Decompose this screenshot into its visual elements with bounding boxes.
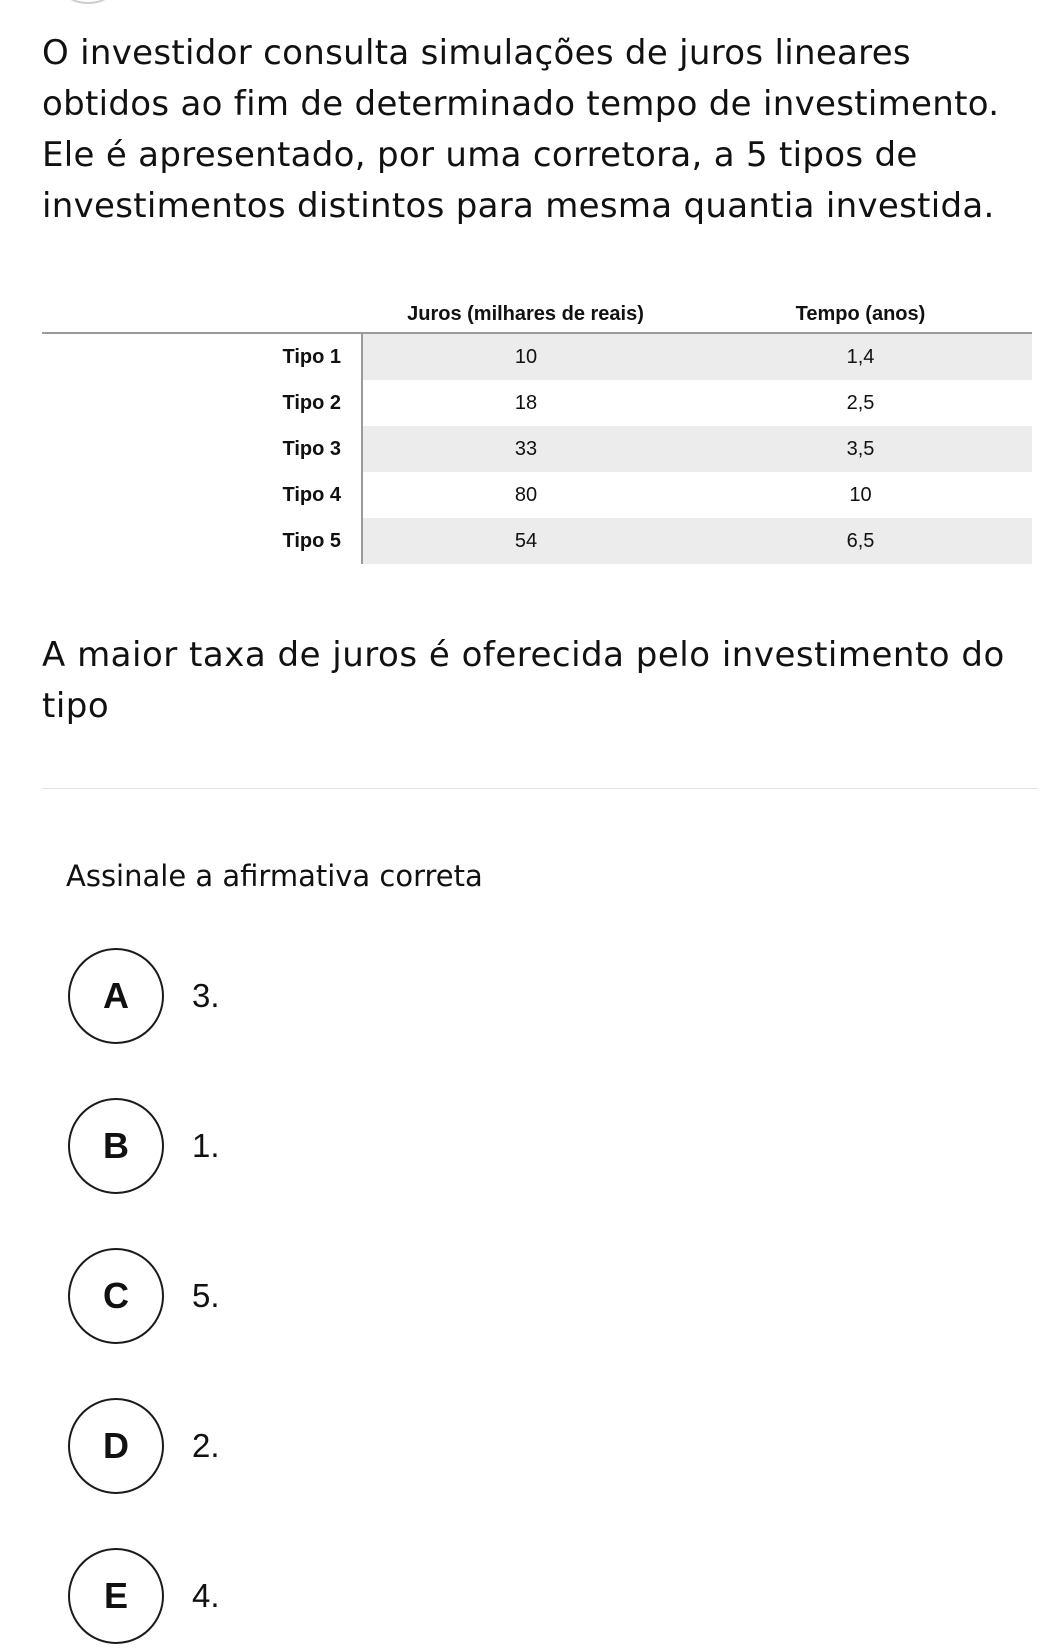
- option-a[interactable]: [68, 948, 368, 1048]
- option-text[interactable]: 1.: [192, 1127, 220, 1164]
- juros-cell: 80: [514, 483, 538, 506]
- juros-cell: 33: [362, 426, 689, 472]
- option-letter-circle[interactable]: D: [68, 1398, 164, 1494]
- table-row: [42, 380, 1032, 426]
- tempo-cell: 6,5: [689, 518, 1032, 564]
- option-text[interactable]: 3.: [192, 977, 220, 1014]
- table-header-row: [42, 296, 1032, 333]
- option-text[interactable]: 5.: [192, 1277, 220, 1314]
- table-row: [42, 518, 1032, 564]
- option-b[interactable]: [68, 1098, 368, 1198]
- option-d[interactable]: [68, 1398, 368, 1498]
- tempo-cell: 3,5: [689, 426, 1032, 472]
- table-row: [42, 426, 1032, 472]
- tempo-cell: 1,4: [689, 333, 1032, 380]
- option-text[interactable]: 2.: [192, 1427, 220, 1464]
- option-letter-circle[interactable]: A: [68, 948, 164, 1044]
- option-c[interactable]: [68, 1248, 368, 1348]
- divider: [42, 788, 1038, 789]
- table-row: [42, 472, 1032, 518]
- table-row: [42, 333, 1032, 380]
- investment-table: [42, 296, 1032, 564]
- row-label: Tipo 5: [42, 518, 362, 564]
- option-e[interactable]: [68, 1548, 368, 1648]
- juros-cell: 10: [362, 333, 689, 380]
- row-label: Tipo 3: [42, 426, 362, 472]
- juros-cell: 54: [362, 518, 689, 564]
- row-label: Tipo 4: [42, 472, 362, 518]
- tempo-cell: 10: [849, 483, 872, 506]
- juros-cell: 18: [514, 391, 538, 414]
- option-text[interactable]: 4.: [192, 1577, 220, 1614]
- option-letter-circle[interactable]: C: [68, 1248, 164, 1344]
- investment-table-image: [42, 296, 1032, 564]
- table-header-juros: Juros (milhares de reais): [362, 296, 689, 333]
- option-letter-circle[interactable]: E: [68, 1548, 164, 1644]
- row-label: Tipo 1: [42, 333, 362, 380]
- question-statement: O investidor consulta simulações de juros lineares obtidos ao fim de determinado tempo de investimento. Ele é apresentado, por uma corretora, a 5 tipos de investimentos distintos para mesma quantia investida.: [42, 33, 1000, 226]
- tempo-cell: 2,5: [846, 391, 875, 414]
- option-letter-circle[interactable]: B: [68, 1098, 164, 1194]
- previous-option-circle-edge: [58, 0, 118, 4]
- table-header-tempo: Tempo (anos): [689, 296, 1032, 333]
- table-header-empty: [42, 296, 362, 333]
- row-label: Tipo 2: [42, 380, 362, 426]
- question-prompt: A maior taxa de juros é oferecida pelo investimento do tipo: [42, 635, 1005, 726]
- instruction-text: Assinale a afirmativa correta: [66, 859, 483, 893]
